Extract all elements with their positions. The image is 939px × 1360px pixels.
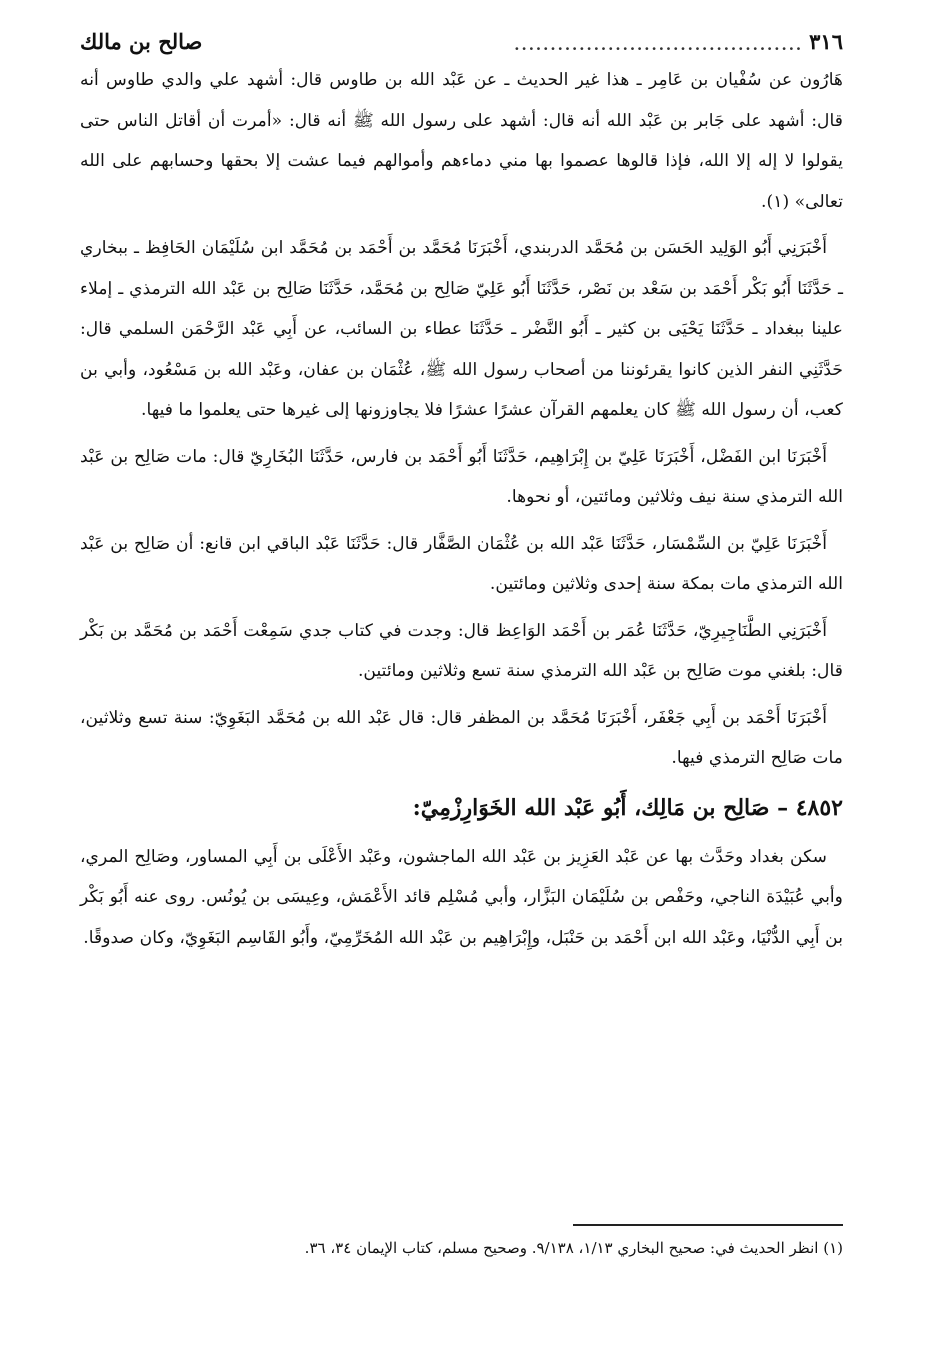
- paragraph-2: أَخْبَرَنِي أَبُو الوَلِيد الحَسَن بن مُحَمَّد الدربندي، أَخْبَرَنَا مُحَمَّد بن أَحْمَد بن مُحَمَّد ابن سُلَيْمَان الحَافِظ ـ ببخاري ـ حَدَّثَنَا أَبُو بَكْر أَحْمَد بن سَعْد بن نَصْر، حَدَّثَنَا أَبُو عَلِيّ صَالِح بن مُحَمَّد، حَدَّثَنَا صَالِح بن عَبْد الله الترمذي ـ إملاء علينا ببغداد ـ حَدَّثَنَا يَحْيَى بن كثير ـ أَبُو النَّضْر ـ حَدَّثَنَا عطاء بن السائب، عن أَبِي عَبْد الرَّحْمَن السلمي قال: حَدَّثَنِي النفر الذين كانوا يقرئوننا من أصحاب رسول الله ﷺ، عُثْمَان بن عفان، وعَبْد الله بن مَسْعُود، وأبي بن كعب، أن رسول الله ﷺ كان يعلمهم القرآن عشرًا عشرًا فلا يجاوزونها إلى غيرها حتى يعلموا ما فيها.: [80, 238, 843, 420]
- paragraph-1: هَارُون عن سُفْيان بن عَامِر ـ هذا غير الحديث ـ عن عَبْد الله بن طاوس قال: أشهد علي والدي طاوس أنه قال: أشهد على جَابر بن عَبْد الله أنه قال: أشهد على رسول الله ﷺ أنه قال: «أمرت أن أقاتل الناس حتى يقولوا لا إله إلا الله، فإذا قالوها عصموا بها مني دماءهم وأموالهم فيما عشت إلا بحقها وحسابهم على الله تعالى» (١).: [80, 70, 843, 212]
- entry-title: ٤٨٥٢ – صَالِح بن مَالِك، أَبُو عَبْد الله الخَوَارِزْمِيّ:: [412, 794, 843, 821]
- paragraph-5: أَخْبَرَنِي الطَّنَاجِيرِيّ، حَدَّثَنَا عُمَر بن أَحْمَد الوَاعِظ قال: وجدت في كتاب جدي سَمِعْت أَحْمَد بن مُحَمَّد بن بَكْر قال: بلغني موت صَالِح بن عَبْد الله الترمذي سنة تسع وثلاثين ومائتين.: [80, 620, 843, 681]
- leader-dots: ........................................: [514, 36, 804, 54]
- footnote: (١) انظر الحديث في: صحيح البخاري ١/١٣، ٩/١٣٨. وصحيح مسلم، كتاب الإيمان ٣٤، ٣٦.: [304, 1239, 843, 1257]
- page-number: ٣١٦: [809, 29, 843, 54]
- page-header: [80, 20, 843, 54]
- page-body: [80, 60, 843, 964]
- paragraph-6: أَخْبَرَنَا أَحْمَد بن أَبِي جَعْفَر، أَخْبَرَنَا مُحَمَّد بن المظفر قال: قال عَبْد الله بن مُحَمَّد البَغَوِيّ: سنة تسع وثلاثين، مات صَالِح الترمذي فيها.: [80, 707, 843, 768]
- paragraph-4: أَخْبَرَنَا عَلِيّ بن السِّمْسَار، حَدَّثَنَا عَبْد الله بن عُثْمَان الصَّفَّار قال: حَدَّثَنَا عَبْد الباقي ابن قانع: أن صَالِح بن عَبْد الله الترمذي مات بمكة سنة إحدى وثلاثين ومائتين.: [80, 533, 843, 594]
- paragraph-3: أَخْبَرَنَا ابن الفَضْل، أَخْبَرَنَا عَلِيّ بن إِبْرَاهِيم، حَدَّثَنَا أَبُو أَحْمَد بن فارس، حَدَّثَنَا البُخَارِيّ قال: مات صَالِح بن عَبْد الله الترمذي سنة نيف وثلاثين ومائتين، أو نحوها.: [80, 446, 843, 507]
- footnote-rule: [573, 1224, 843, 1226]
- running-head: [514, 29, 843, 54]
- entry-paragraph: سكن بغداد وحَدَّث بها عن عَبْد العَزِيز بن عَبْد الله الماجشون، وعَبْد الأَعْلَى بن أَبِي المساور، وصَالِح المري، وأبي عُبَيْدَة الناجي، وحَفْص بن سُلَيْمَان البَزَّار، وأبي مُسْلِم قائد الأَعْمَش، وعِيسَى بن يُونُس. روى عنه أَبُو بَكْر بن أَبِي الدُّنْيَا، وعَبْد الله ابن أَحْمَد بن حَنْبَل، وإِبْرَاهِيم بن عَبْد الله المُخَرِّمِيّ، وأَبُو القَاسِم البَغَوِيّ، وكان صدوقًا.: [80, 846, 843, 948]
- running-title: صالح بن مالك: [80, 29, 203, 54]
